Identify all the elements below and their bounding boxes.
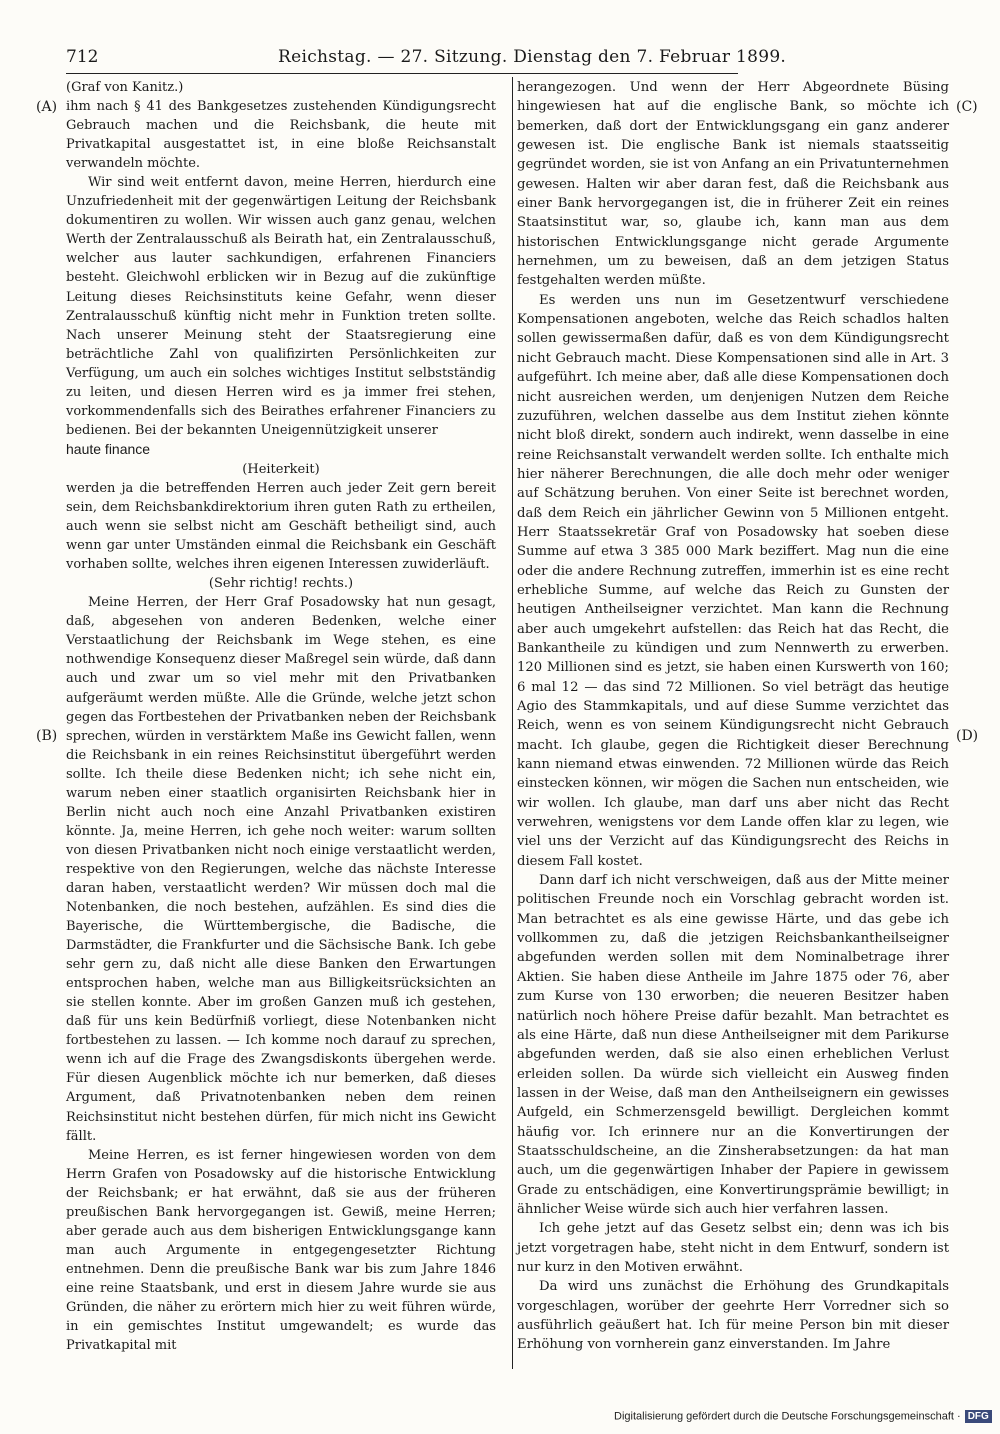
column-divider bbox=[512, 77, 513, 1369]
paragraph: herangezogen. Und wenn der Herr Abgeordnete Büsing hingewiesen hat auf die englische Bank, so möchte ich bemerken, daß dort der Entwicklungsgang ein ganz anderer gewesen ist. Die englische Bank ist niemals staatsseitig gegründet worden, sie ist von Anfang an ein Privatunternehmen gewesen. Halten wir aber daran fest, daß die Reichsbank aus einer Bank hervorgegangen ist, die in früherer Zeit ein reines Staatsinstitut war, so, glaube ich, kann man aus dem historischen Entwicklungsgange nicht gerade Argumente hernehmen, um zu beweisen, daß an dem jetzigen Status festgehalten werden müßte. bbox=[517, 80, 949, 289]
header-rule bbox=[66, 73, 738, 74]
margin-marker-a: (A) bbox=[36, 99, 58, 115]
latin-phrase: haute finance bbox=[66, 440, 151, 457]
margin-marker-d: (D) bbox=[956, 728, 979, 744]
paragraph: werden ja die betreffenden Herren auch jeder Zeit gern bereit sein, dem Reichsbankdirektorium ihren guten Rath zu ertheilen, auch wenn sie selbst nicht am Geschäft betheiligt sind, auch wenn gar unter Umständen einmal die Reichsbank ein Geschäft vorhaben sollte, welches ihren eigenen Interessen zuwiderläuft. bbox=[66, 480, 496, 573]
interjection: (Sehr richtig! rechts.) bbox=[208, 576, 354, 592]
paragraph: ihm nach § 41 des Bankgesetzes zustehenden Kündigungsrecht Gebrauch machen und die Reichsbank, die heute mit Privatkapital ausgestattet ist, in eine bloße Reichsanstalt verwandeln möchte. bbox=[66, 99, 496, 172]
margin-marker-b: (B) bbox=[36, 728, 58, 744]
page-number: 712 bbox=[66, 47, 99, 67]
paragraph: Dann darf ich nicht verschweigen, daß aus der Mitte meiner politischen Freunde noch ein Vorschlag gebracht worden ist. Man betrachtet es als eine gewisse Härte, und das gebe ich vollkommen zu, daß die jetzigen Reichsbankantheilseigner abgefunden werden sollen mit dem Nominalbetrage ihrer Aktien. Sie haben diese Antheile im Jahre 1875 oder 76, aber zum Kurse von 130 erworben; die neueren Besitzer haben natürlich noch höhere Preise dafür bezahlt. Man betrachtet es als eine Härte, daß nun diese Antheilseigner mit dem Parikurse abgefunden werden, daß sie also einen erheblichen Verlust erleiden sollen. Da würde sich vielleicht ein Ausweg finden lassen in der Weise, daß man den Antheilseignern ein gewisses Aufgeld, ein Schmerzensgeld bewilligt. Dergleichen kommt häufig vor. Ich erinnere nur an die Konvertirungen der Staatsschuldscheine, an die Zinsherabsetzungen: da hat man auch, um die gegenwärtigen Inhaber der Papiere in gewissem Grade zu entschädigen, eine Konvertirungsprämie bewilligt; in ähnlicher Weise würde sich auch hier verfahren lassen. bbox=[517, 873, 949, 1217]
interjection: (Heiterkeit) bbox=[242, 461, 320, 477]
speaker-label: (Graf von Kanitz.) bbox=[66, 80, 184, 95]
left-column bbox=[66, 78, 496, 1355]
paragraph: Meine Herren, es ist ferner hingewiesen worden von dem Herrn Grafen von Posadowsky auf die historische Entwicklung der Reichsbank; er hat erwähnt, daß sie aus der früheren preußischen Bank hervorgegangen ist. Gewiß, meine Herren; aber gerade auch aus dem bisherigen Entwicklungsgange kann man auch Argumente in entgegengesetzter Richtung entnehmen. Denn die preußische Bank war bis zum Jahre 1846 eine reine Staatsbank, und erst in diesem Jahre wurde sie aus Gründen, die näher zu erörtern mich hier zu weit führen würde, in ein gemischtes Institut umgewandelt; es wurde das Privatkapital mit bbox=[66, 1147, 496, 1354]
paragraph-text: Wir sind weit entfernt davon, meine Herren, hierdurch eine Unzufriedenheit mit der gegenwärtigen Leitung der Reichsbank dokumentiren zu wollen. Wir wissen auch ganz genau, welchen Werth der Zentralausschuß als Beirath hat, ein Zentralausschuß, welcher aus lauter sachkundigen, erfahrenen Financiers besteht. Gleichwohl erblicken wir in Bezug auf die zukünftige Leitung dieses Reichsinstituts keine Gefahr, wenn dieser Zentralausschuß künftig nicht mehr in Funktion treten sollte. Nach unserer Meinung steht der Staatsregierung eine beträchtliche Zahl von qualifizirten Persönlichkeiten zur Verfügung, um auch ein solches wichtiges Institut selbstständig zu leiten, und diesen Herren wird es ja immer frei stehen, vorkommendenfalls sich des Beirathes erfahrener Financiers zu bedienen. Bei der bekannten Uneigennützigkeit unserer bbox=[66, 175, 496, 438]
right-column bbox=[517, 78, 949, 1355]
paragraph bbox=[66, 173, 496, 460]
digitization-credit bbox=[614, 1410, 992, 1423]
running-head: Reichstag. — 27. Sitzung. Dienstag den 7. Februar 1899. bbox=[278, 47, 787, 67]
paragraph: Meine Herren, der Herr Graf Posadowsky hat nun gesagt, daß, abgesehen von anderen Bedenken, welche einer Verstaatlichung der Reichsbank im Wege stehen, es eine nothwendige Konsequenz dieser Maßregel sein würde, daß dann auch und zwar um so viel mehr mit den Privatbanken aufgeräumt werden müßte. Alle die Gründe, welche jetzt schon gegen das Fortbestehen der Privatbanken neben der Reichsbank sprechen, würden in verstärktem Maße ins Gewicht fallen, wenn die Reichsbank in ein reines Reichsinstitut übergeführt werden sollte. Ich theile diese Bedenken nicht; ich sehe nicht ein, warum neben einer staatlich organisirten Reichsbank hier in Berlin nicht auch noch eine Anzahl Privatbanken existiren könnte. Ja, meine Herren, ich gehe noch weiter: warum sollten von diesen Privatbanken nicht noch einige verstaatlicht werden, respektive von den Regierungen, welche das nächste Interesse daran haben, verstaatlicht werden? Wir müssen doch mal die Notenbanken, die noch bestehen, aufzählen. Es sind dies die Bayerische, die Württembergische, die Badische, die Darmstädter, die Frankfurter und die Sächsische Bank. Ich gebe sehr gern zu, daß nicht alle diese Banken den Erwartungen entsprochen haben, welche man aus Billigkeitsrücksichten an sie stellen konnte. Aber im großen Ganzen muß ich gestehen, daß für uns kein Bedürfniß vorliegt, diese Notenbanken nicht fortbestehen zu lassen. — Ich komme noch darauf zu sprechen, wenn ich auf die Frage des Zwangsdiskonts übergehen werde. Für diesen Augenblick möchte ich nur bemerken, daß dieses Argument, daß Privatnotenbanken neben dem reinen Reichsinstitut nicht bestehen dürfen, für mich nicht ins Gewicht fällt. bbox=[66, 595, 496, 1144]
margin-marker-c: (C) bbox=[956, 99, 978, 115]
paragraph: Ich gehe jetzt auf das Gesetz selbst ein; denn was ich bis jetzt vorgetragen habe, steht nicht in dem Entwurf, sondern ist nur kurz in den Motiven erwähnt. bbox=[517, 1221, 949, 1275]
paragraph: Es werden uns nun im Gesetzentwurf verschiedene Kompensationen angeboten, welche das Reich schadlos halten sollen gewissermaßen dafür, daß es von dem Kündigungsrecht nicht Gebrauch macht. Diese Kompensationen sind alle in Art. 3 aufgeführt. Ich meine aber, daß alle diese Kompensationen doch nicht ausreichen werden, um denjenigen Nutzen dem Reiche zuzuführen, welchen dasselbe aus dem Institut ziehen könnte nicht bloß direkt, sondern auch indirekt, wenn dasselbe in eine reine Reichsanstalt verwandelt werden sollte. Ich enthalte mich hier näherer Berechnungen, die alle doch mehr oder weniger auf Schätzung beruhen. Von einer Seite ist berechnet worden, daß dem Reich ein jährlicher Gewinn von 5 Millionen entgeht. Herr Staatssekretär Graf von Posadowsky hat soeben diese Summe auf etwa 3 385 000 Mark beziffert. Mag nun die eine oder die andere Rechnung zutreffen, immerhin ist es eine recht erhebliche Summe, auf welche das Reich zu Gunsten der heutigen Antheilseigner verzichtet. Man kann die Rechnung aber auch umgekehrt aufstellen: das Reich hat das Recht, die Bankantheile zu kündigen und zum Nennwerth zu erwerben. 120 Millionen sind es jetzt, sie haben einen Kurswerth von 160; 6 mal 12 — das sind 72 Millionen. So viel beträgt das heutige Agio des Stammkapitals, und auf diese Summe verzichtet das Reich, wenn es von seinem Kündigungsrecht nicht Gebrauch macht. Ich glaube, gegen die Richtigkeit dieser Berechnung kann niemand etwas einwenden. 72 Millionen würde das Reich einstecken können, wir mögen die Sachen nun entscheiden, wie wir wollen. Ich glaube, man darf uns aber nicht das Recht verwehren, wenigstens vor dem Lande offen klar zu legen, wie viel uns der Verzicht auf das Kündigungsrecht des Reichs in diesem Fall kostet. bbox=[517, 292, 949, 869]
dfg-logo: DFG bbox=[965, 1410, 992, 1423]
paragraph: Da wird uns zunächst die Erhöhung des Grundkapitals vorgeschlagen, worüber der geehrte Herr Vorredner sich so ausführlich geäußert hat. Ich für meine Person bin mit dieser Erhöhung von vornherein ganz einverstanden. Im Jahre bbox=[517, 1279, 949, 1353]
page-header bbox=[66, 44, 787, 70]
footer-text: Digitalisierung gefördert durch die Deutsche Forschungsgemeinschaft · bbox=[614, 1410, 961, 1423]
